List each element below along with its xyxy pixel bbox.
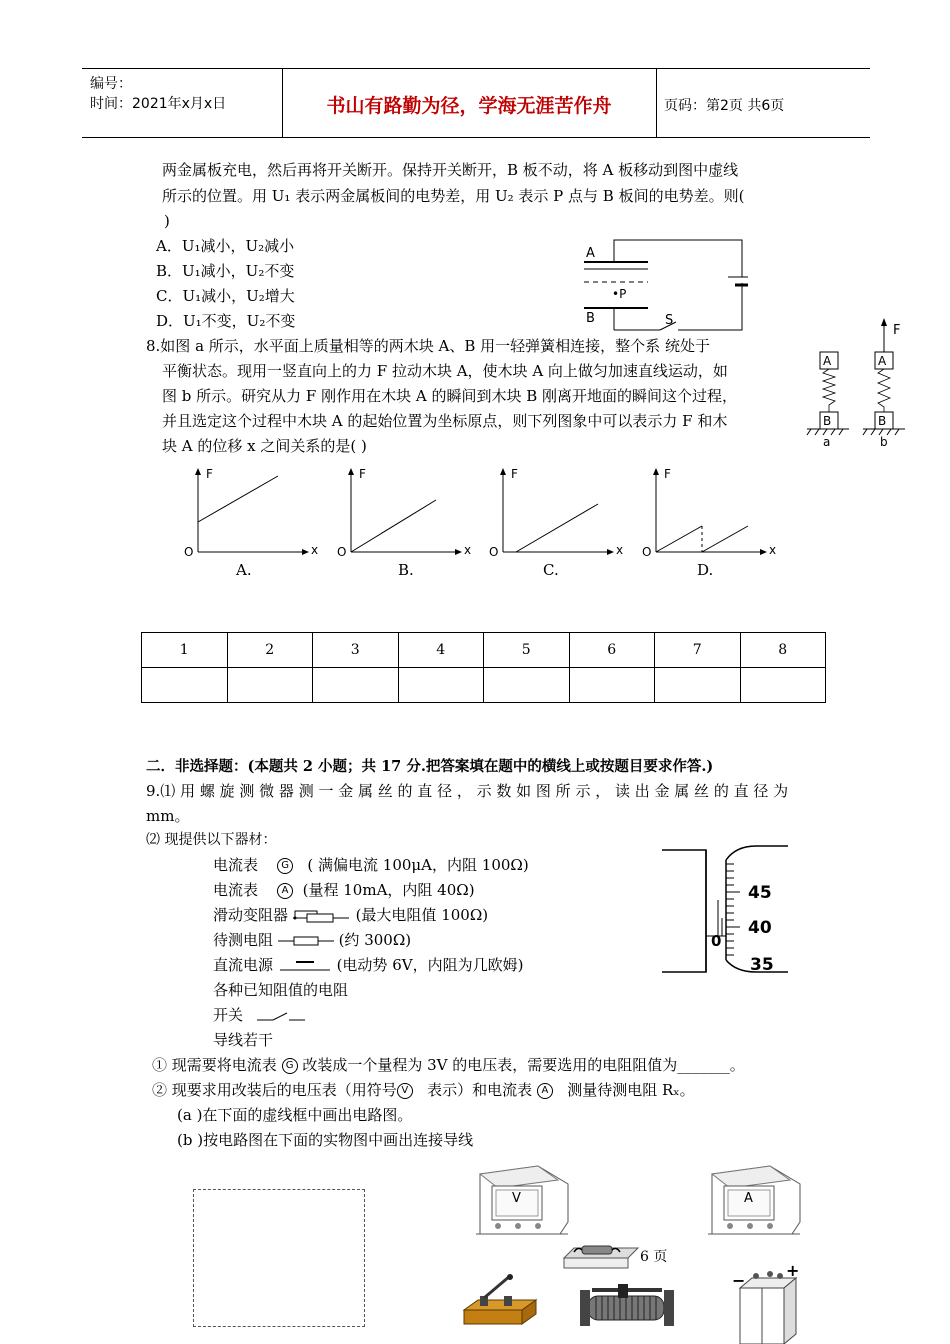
plate-b-label: B	[586, 311, 595, 326]
q9-sub2-part-a: ② 现要求用改装后的电压表（用符号	[152, 1081, 397, 1099]
fig-b-block-b: B	[878, 414, 887, 428]
equipment-name: 待测电阻	[213, 931, 274, 949]
graph-b	[337, 467, 471, 559]
graph-choice-b: B.	[398, 561, 414, 579]
equipment-desc: (量程 10mA，内阻 40Ω)	[302, 881, 475, 899]
graph-d-origin: O	[642, 545, 652, 559]
point-p-label: •P	[612, 287, 627, 301]
battery-device	[730, 1264, 802, 1344]
equipment-switch	[213, 1005, 305, 1025]
switch-s-label: S	[665, 313, 674, 328]
graph-d	[642, 467, 776, 559]
graph-c-y-label: F	[511, 467, 518, 481]
equipment-desc: ( 满偏电流 100μA，内阻 100Ω)	[307, 856, 529, 874]
graph-a-y-label: F	[206, 467, 213, 481]
q9-sub1-part-b: 改装成一个量程为 3V 的电压表，需要选用的电阻阻值为_______。	[302, 1056, 745, 1074]
q9-line2: mm。	[146, 807, 190, 825]
force-f-label: F	[893, 323, 901, 338]
micrometer-label-35: 35	[750, 955, 774, 975]
q9-sub-b: (b )按电路图在下面的实物图中画出连接导线	[177, 1131, 474, 1149]
q7-option-a: A．U₁减小，U₂减小	[156, 237, 295, 255]
graph-choice-a: A.	[236, 561, 252, 579]
circuit-drawing-box[interactable]	[193, 1189, 365, 1327]
section2-title: 二．非选择题：(本题共 2 小题；共 17 分.把答案填在题中的横线上或按题目要求作答.)	[146, 758, 714, 775]
micrometer-label-0: 0	[711, 932, 722, 950]
q8-line3: 图 b 所示。研究从力 F 刚作用在木块 A 的瞬间到木块 B 刚离开地面的瞬间这个过程，	[162, 387, 738, 405]
equipment-known-resistors: 各种已知阻值的电阻	[213, 981, 349, 999]
ammeter-device	[700, 1162, 806, 1240]
graph-d-y-label: F	[664, 467, 671, 481]
motto: 书山有路勤为径，学海无涯苦作舟	[326, 95, 612, 117]
graph-choice-c: C.	[543, 561, 559, 579]
galvanometer-symbol: G	[277, 858, 293, 874]
equipment-ammeter	[213, 880, 475, 900]
answer-header-cell: 2	[227, 633, 313, 668]
q8-line1: 8.如图 a 所示，水平面上质量相等的两木块 A、B 用一轻弹簧相连接，整个系 统处于	[146, 337, 710, 355]
answer-header-cell: 7	[655, 633, 741, 668]
equipment-galvanometer	[213, 855, 529, 875]
answer-header-cell: 4	[398, 633, 484, 668]
voltmeter-inline-symbol: V	[397, 1083, 413, 1099]
equipment-battery	[213, 955, 523, 975]
rheostat-symbol-icon	[293, 909, 351, 923]
q8-line4: 并且选定这个过程中木块 A 的起始位置为坐标原点，则下列图象中可以表示力 F 和木	[162, 412, 728, 430]
q9-sub2-part-c: 测量待测电阻 Rₓ。	[567, 1081, 695, 1099]
equipment-resistor	[213, 930, 411, 950]
q9-sub2	[152, 1080, 695, 1100]
graph-b-origin: O	[337, 545, 347, 559]
battery-plus-sign: +	[786, 1264, 800, 1280]
header-motto-cell	[282, 69, 657, 137]
equipment-rheostat	[213, 905, 488, 925]
graph-c-origin: O	[489, 545, 499, 559]
micrometer-label-40: 40	[748, 918, 772, 938]
graph-d-x-label: x	[769, 543, 777, 557]
fig-b-label: b	[880, 435, 888, 449]
capacitor-circuit-figure	[578, 232, 748, 332]
fig-b-block-a: A	[878, 354, 887, 368]
answer-header-cell: 3	[313, 633, 399, 668]
resistor-symbol-icon	[278, 934, 334, 948]
answer-cell[interactable]	[142, 668, 228, 703]
equipment-wires: 导线若干	[213, 1031, 274, 1049]
micrometer-label-45: 45	[748, 883, 772, 903]
q7-option-d: D．U₁不变，U₂不变	[156, 312, 296, 330]
battery-minus-sign: −	[732, 1271, 746, 1290]
answer-header-cell: 6	[569, 633, 655, 668]
page-info: 页码：第2页 共6页	[664, 98, 785, 114]
date-label: 时间：2021年x月x日	[90, 96, 227, 112]
q9-line3: ⑵ 现提供以下器材：	[146, 832, 277, 848]
answer-header-cell: 1	[142, 633, 228, 668]
switch-symbol-icon	[257, 1009, 305, 1023]
answer-table-header-row	[142, 633, 826, 668]
battery-symbol-icon	[278, 958, 332, 974]
q7-option-b: B．U₁减小，U₂不变	[156, 262, 295, 280]
equipment-desc: (电动势 6V，内阻为几欧姆)	[336, 956, 524, 974]
q8-line5: 块 A 的位移 x 之间关系的是( )	[162, 437, 367, 455]
galvanometer-inline-symbol: G	[282, 1058, 298, 1074]
knife-switch-device	[460, 1274, 540, 1334]
micrometer-figure	[660, 840, 795, 980]
header-left-cell	[82, 69, 283, 137]
page-marker: 6 页	[640, 1249, 668, 1265]
graph-c-x-label: x	[616, 543, 624, 557]
page-header	[82, 68, 870, 138]
answer-cell[interactable]	[569, 668, 655, 703]
ammeter-label: A	[744, 1191, 753, 1206]
answer-header-cell: 5	[484, 633, 570, 668]
voltmeter-label: V	[512, 1191, 521, 1206]
q9-sub1	[152, 1055, 745, 1075]
answer-cell[interactable]	[740, 668, 826, 703]
q8-line2: 平衡状态。现用一竖直向上的力 F 拉动木块 A，使木块 A 向上做匀加速直线运动，如	[162, 362, 728, 380]
q9-line1: 9.⑴ 用 螺 旋 测 微 器 测 一 金 属 丝 的 直 径 ， 示 数 如 图 所 示 ， 读 出 金 属 丝 的 直 径 为	[146, 782, 789, 800]
answer-cell[interactable]	[398, 668, 484, 703]
plate-a-label: A	[586, 246, 595, 261]
q7-option-c: C．U₁减小，U₂增大	[156, 287, 295, 305]
answer-cell[interactable]	[655, 668, 741, 703]
graph-b-y-label: F	[359, 467, 366, 481]
q7-line1: 两金属板充电，然后再将开关断开。保持开关断开，B 板不动，将 A 板移动到图中虚线	[162, 161, 739, 179]
ammeter-symbol: A	[277, 883, 293, 899]
equipment-name: 开关	[213, 1006, 244, 1024]
answer-cell[interactable]	[227, 668, 313, 703]
graph-a-x-label: x	[311, 543, 319, 557]
answer-header-cell: 8	[740, 633, 826, 668]
graph-b-x-label: x	[464, 543, 472, 557]
answer-table	[141, 632, 826, 703]
q7-line2: 所示的位置。用 U₁ 表示两金属板间的电势差，用 U₂ 表示 P 点与 B 板间的电势差。则(	[162, 187, 745, 205]
serial-label: 编号：	[90, 76, 132, 92]
voltmeter-device	[468, 1162, 574, 1240]
q9-sub1-part-a: ① 现需要将电流表	[152, 1056, 277, 1074]
resistor-device	[560, 1240, 646, 1272]
answer-cell[interactable]	[313, 668, 399, 703]
equipment-name: 电流表	[213, 856, 259, 874]
equipment-desc: (最大电阻值 100Ω)	[355, 906, 489, 924]
q7-line3: )	[164, 212, 170, 230]
q9-sub-a: (a )在下面的虚线框中画出电路图。	[177, 1106, 413, 1124]
graph-c	[489, 467, 623, 559]
graph-a	[184, 467, 318, 559]
ammeter-inline-symbol: A	[537, 1083, 553, 1099]
spring-blocks-figure	[805, 318, 913, 450]
graph-a-origin: O	[184, 545, 194, 559]
equipment-desc: (约 300Ω)	[338, 931, 412, 949]
equipment-name: 直流电源	[213, 956, 274, 974]
answer-cell[interactable]	[484, 668, 570, 703]
rheostat-device	[578, 1282, 678, 1332]
equipment-name: 电流表	[213, 881, 259, 899]
fig-a-block-b: B	[823, 414, 832, 428]
answer-table-blank-row	[142, 668, 826, 703]
q9-sub2-part-b: 表示）和电流表	[427, 1081, 533, 1099]
graph-choice-d: D.	[697, 561, 714, 579]
equipment-name: 滑动变阻器	[213, 906, 289, 924]
fig-a-label: a	[823, 435, 831, 449]
fig-a-block-a: A	[823, 354, 832, 368]
header-page-cell	[656, 69, 870, 137]
